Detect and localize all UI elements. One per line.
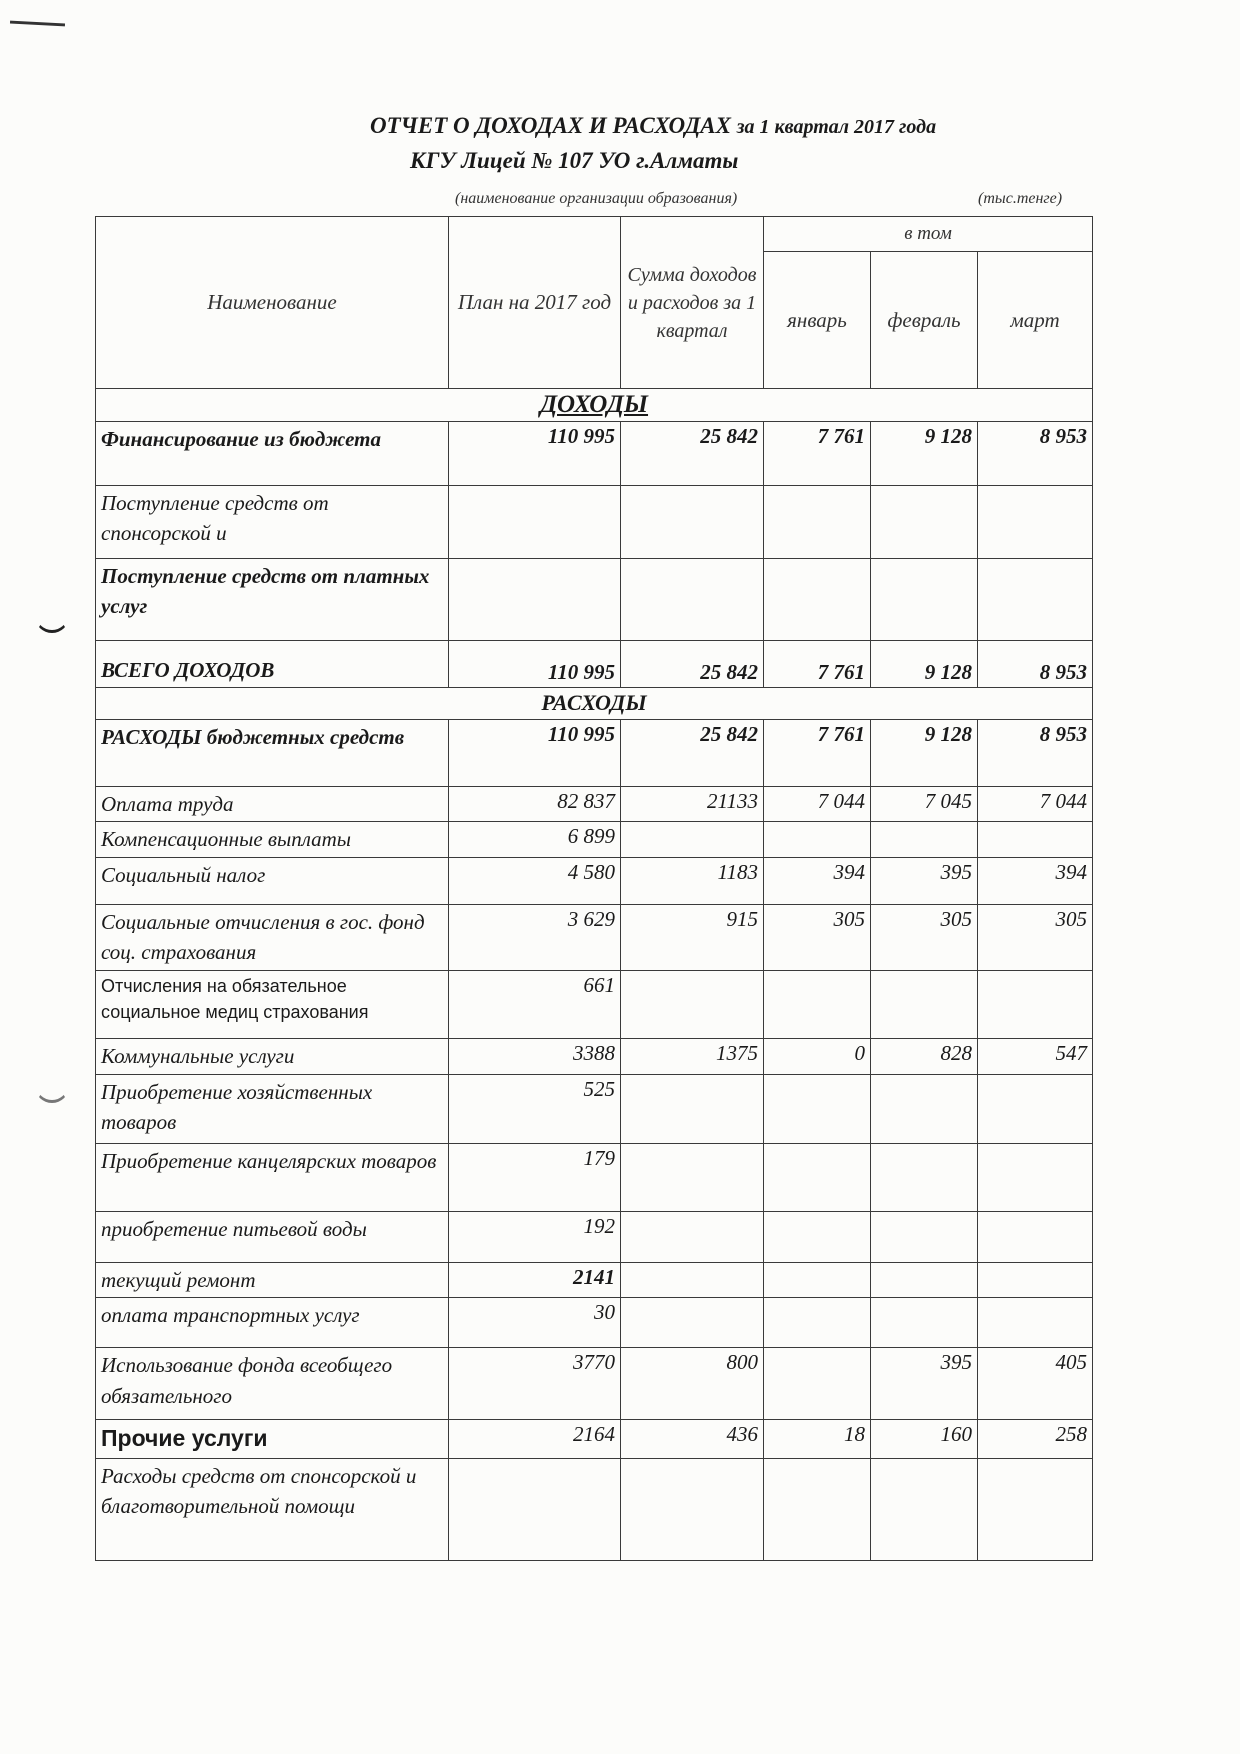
table-row	[96, 422, 1093, 486]
cell-feb	[871, 1262, 978, 1297]
row-name: Приобретение хозяйственных товаров	[96, 1074, 449, 1143]
cell-sum: 1183	[621, 857, 764, 904]
row-name: Прочие услуги	[96, 1420, 449, 1458]
cell-feb: 395	[871, 857, 978, 904]
cell-mar: 258	[978, 1420, 1093, 1458]
cell-plan: 30	[449, 1298, 621, 1348]
cell-sum	[621, 486, 764, 559]
cell-sum: 800	[621, 1348, 764, 1420]
cell-plan: 4 580	[449, 857, 621, 904]
row-name: Поступление средств от спонсорской и	[96, 486, 449, 559]
cell-mar	[978, 486, 1093, 559]
section-income-label: ДОХОДЫ	[539, 391, 649, 418]
cell-plan: 192	[449, 1211, 621, 1262]
cell-jan	[764, 1458, 871, 1560]
cell-mar: 7 044	[978, 787, 1093, 822]
table-row	[96, 822, 1093, 857]
header-march: март	[978, 252, 1093, 389]
cell-sum: 436	[621, 1420, 764, 1458]
header-february: февраль	[871, 252, 978, 389]
cell-mar	[978, 559, 1093, 641]
cell-jan	[764, 559, 871, 641]
row-name: Социальные отчисления в гос. фонд соц. страхования	[96, 904, 449, 970]
cell-jan: 0	[764, 1038, 871, 1074]
cell-mar	[978, 1458, 1093, 1560]
cell-sum: 25 842	[621, 641, 764, 688]
cell-feb: 395	[871, 1348, 978, 1420]
cell-plan: 3770	[449, 1348, 621, 1420]
table-row	[96, 904, 1093, 970]
cell-mar: 305	[978, 904, 1093, 970]
row-name: Компенсационные выплаты	[96, 822, 449, 857]
cell-jan	[764, 1211, 871, 1262]
cell-jan	[764, 1348, 871, 1420]
cell-sum	[621, 559, 764, 641]
cell-plan: 6 899	[449, 822, 621, 857]
income-total-row	[96, 641, 1093, 688]
cell-feb	[871, 970, 978, 1038]
cell-mar: 547	[978, 1038, 1093, 1074]
cell-sum	[621, 1074, 764, 1143]
cell-plan	[449, 486, 621, 559]
cell-jan	[764, 1262, 871, 1297]
header-january: январь	[764, 252, 871, 389]
cell-jan	[764, 822, 871, 857]
punch-hole-bottom	[35, 1070, 69, 1103]
cell-feb: 160	[871, 1420, 978, 1458]
table-row	[96, 787, 1093, 822]
cell-jan: 18	[764, 1420, 871, 1458]
row-name: Приобретение канцелярских товаров	[96, 1143, 449, 1211]
table-row	[96, 486, 1093, 559]
cell-mar	[978, 970, 1093, 1038]
section-expense-label: РАСХОДЫ	[541, 690, 647, 715]
cell-jan: 7 761	[764, 720, 871, 787]
cell-feb	[871, 1211, 978, 1262]
row-name: РАСХОДЫ бюджетных средств	[96, 720, 449, 787]
cell-plan: 179	[449, 1143, 621, 1211]
cell-feb	[871, 822, 978, 857]
section-expense-heading	[96, 688, 1093, 720]
cell-feb: 9 128	[871, 720, 978, 787]
cell-plan: 661	[449, 970, 621, 1038]
cell-plan: 2164	[449, 1420, 621, 1458]
row-name: Коммунальные услуги	[96, 1038, 449, 1074]
table-row	[96, 1211, 1093, 1262]
cell-plan	[449, 1458, 621, 1560]
cell-plan: 82 837	[449, 787, 621, 822]
cell-mar: 405	[978, 1348, 1093, 1420]
row-name: Расходы средств от спонсорской и благотворительной помощи	[96, 1458, 449, 1560]
cell-plan: 525	[449, 1074, 621, 1143]
cell-sum	[621, 1143, 764, 1211]
table-row	[96, 1420, 1093, 1458]
cell-sum	[621, 822, 764, 857]
table-row	[96, 1348, 1093, 1420]
cell-sum	[621, 1211, 764, 1262]
cell-mar: 8 953	[978, 720, 1093, 787]
cell-mar: 8 953	[978, 422, 1093, 486]
row-name: Поступление средств от платных услуг	[96, 559, 449, 641]
cell-jan: 7 044	[764, 787, 871, 822]
cell-feb: 9 128	[871, 641, 978, 688]
cell-mar	[978, 1298, 1093, 1348]
units-label: (тыс.тенге)	[978, 190, 1063, 207]
cell-jan: 394	[764, 857, 871, 904]
row-name: Оплата труда	[96, 787, 449, 822]
cell-sum	[621, 1262, 764, 1297]
table-row	[96, 1298, 1093, 1348]
cell-jan: 7 761	[764, 422, 871, 486]
cell-sum	[621, 1458, 764, 1560]
table-row	[96, 1038, 1093, 1074]
cell-feb	[871, 1143, 978, 1211]
header-in-that: в том	[764, 217, 1093, 252]
table-row	[96, 559, 1093, 641]
row-name: ВСЕГО ДОХОДОВ	[96, 641, 449, 688]
punch-hole-top	[35, 600, 69, 633]
row-name: Отчисления на обязательное социальное медиц страхования	[96, 970, 449, 1038]
cell-feb	[871, 1298, 978, 1348]
cell-jan	[764, 486, 871, 559]
cell-plan: 110 995	[449, 720, 621, 787]
cell-mar	[978, 822, 1093, 857]
cell-feb: 305	[871, 904, 978, 970]
table-row	[96, 1143, 1093, 1211]
row-name: приобретение питьевой воды	[96, 1211, 449, 1262]
table-row	[96, 720, 1093, 787]
row-name: Финансирование из бюджета	[96, 422, 449, 486]
section-income-heading	[96, 389, 1093, 422]
cell-sum: 21133	[621, 787, 764, 822]
cell-mar: 394	[978, 857, 1093, 904]
cell-feb	[871, 1458, 978, 1560]
cell-feb	[871, 486, 978, 559]
cell-mar	[978, 1143, 1093, 1211]
cell-mar	[978, 1211, 1093, 1262]
cell-sum: 915	[621, 904, 764, 970]
cell-plan	[449, 559, 621, 641]
row-name: оплата транспортных услуг	[96, 1298, 449, 1348]
row-name: Социальный налог	[96, 857, 449, 904]
cell-sum	[621, 970, 764, 1038]
cell-plan: 3388	[449, 1038, 621, 1074]
cell-jan: 305	[764, 904, 871, 970]
table-row	[96, 857, 1093, 904]
scan-mark	[10, 21, 65, 27]
cell-mar	[978, 1074, 1093, 1143]
row-name: текущий ремонт	[96, 1262, 449, 1297]
table-row	[96, 970, 1093, 1038]
cell-plan: 2141	[449, 1262, 621, 1297]
cell-jan	[764, 1074, 871, 1143]
cell-mar: 8 953	[978, 641, 1093, 688]
cell-jan: 7 761	[764, 641, 871, 688]
cell-sum: 1375	[621, 1038, 764, 1074]
report-title-main: ОТЧЕТ О ДОХОДАХ И РАСХОДАХ	[370, 113, 731, 138]
cell-jan	[764, 970, 871, 1038]
cell-feb: 828	[871, 1038, 978, 1074]
cell-sum: 25 842	[621, 422, 764, 486]
row-name: Использование фонда всеобщего обязательного	[96, 1348, 449, 1420]
header-name: Наименование	[96, 217, 449, 389]
table-row	[96, 1458, 1093, 1560]
cell-feb: 9 128	[871, 422, 978, 486]
cell-plan: 110 995	[449, 641, 621, 688]
report-title-period: за 1 квартал 2017 года	[736, 116, 937, 138]
header-quarter-sum: Сумма доходов и расходов за 1 квартал	[621, 217, 764, 389]
cell-feb	[871, 1074, 978, 1143]
cell-jan	[764, 1298, 871, 1348]
cell-feb: 7 045	[871, 787, 978, 822]
table-row	[96, 1262, 1093, 1297]
cell-plan: 110 995	[449, 422, 621, 486]
organization-caption: (наименование организации образования)	[455, 190, 738, 207]
cell-plan: 3 629	[449, 904, 621, 970]
cell-feb	[871, 559, 978, 641]
cell-sum: 25 842	[621, 720, 764, 787]
cell-mar	[978, 1262, 1093, 1297]
header-plan: План на 2017 год	[449, 217, 621, 389]
cell-sum	[621, 1298, 764, 1348]
table-row	[96, 1074, 1093, 1143]
cell-jan	[764, 1143, 871, 1211]
organization-name: КГУ Лицей № 107 УО г.Алматы	[410, 148, 739, 173]
report-title	[370, 113, 936, 139]
report-table	[95, 216, 1093, 1561]
